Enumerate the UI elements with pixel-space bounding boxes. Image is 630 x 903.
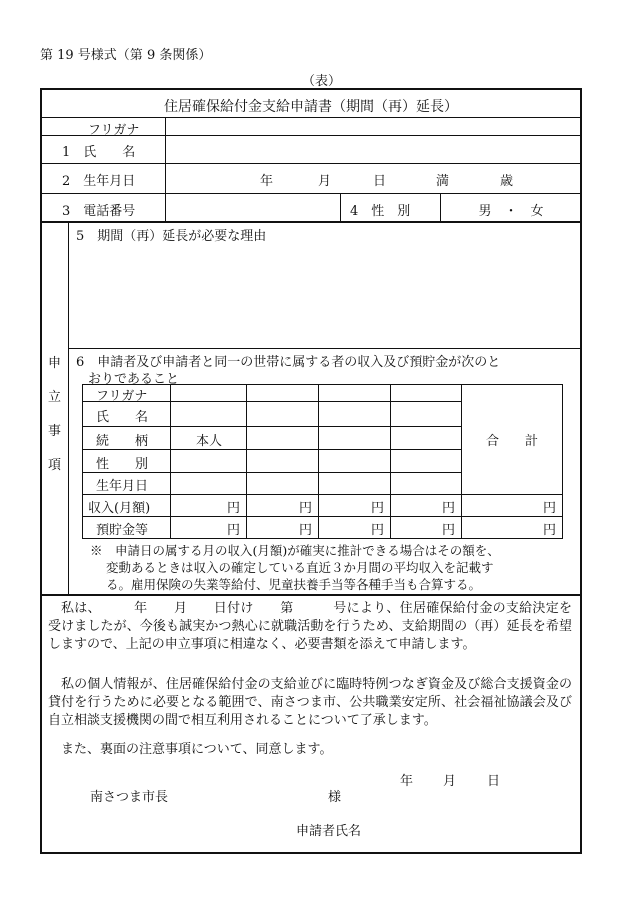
birthdate-input[interactable] — [167, 165, 577, 192]
declaration-paragraph-1: 私は、 年 月 日付け 第 号により、住居確保給付金の支給決定を受けましたが、今後も誠実かつ熱心に就職活動を行うため、支給期間の（再）延長を希望しますので、上記の申立事項に相違なく、必要書類を添えて申請します。 — [48, 601, 572, 652]
phone-input[interactable] — [167, 195, 338, 220]
row-label-sex: 性 別 — [96, 457, 149, 472]
yen-unit: 円 — [227, 523, 241, 538]
yen-unit: 円 — [442, 523, 456, 538]
date-day-unit: 日 — [487, 774, 501, 789]
side-heading-char-4: 項 — [48, 458, 62, 473]
income-heading-line1: 6 申請者及び申請者と同一の世帯に属する者の収入及び預貯金が次のと — [76, 355, 501, 370]
birth-month-unit: 月 — [318, 174, 332, 189]
mayor-addressee: 南さつま市長 — [90, 790, 169, 805]
row-label-savings: 預貯金等 — [96, 523, 149, 538]
form-number: 第 19 号様式（第 9 条関係） — [40, 48, 212, 63]
yen-unit: 円 — [299, 501, 313, 516]
relation-self: 本人 — [196, 434, 223, 449]
date-month-unit: 月 — [443, 774, 457, 789]
reason-textarea[interactable] — [72, 244, 576, 346]
note-line-1: ※ 申請日の属する月の収入(月額)が確実に推計できる場合はその額を、 — [90, 543, 500, 558]
signature-input[interactable] — [375, 814, 575, 840]
honorific: 様 — [328, 790, 342, 805]
row-label-furigana: フリガナ — [96, 389, 148, 404]
side-heading-char-1: 申 — [48, 356, 62, 371]
birth-day-unit: 日 — [373, 174, 387, 189]
age-prefix: 満 — [436, 174, 450, 189]
sex-options[interactable]: 男 ・ 女 — [478, 204, 544, 219]
form-side-label: （表） — [302, 74, 342, 89]
furigana-label: フリガナ — [88, 123, 140, 138]
furigana-input[interactable] — [167, 118, 577, 134]
birthdate-label: 2 生年月日 — [62, 174, 136, 189]
income-heading-line2: おりであること — [88, 372, 180, 387]
side-heading-char-2: 立 — [48, 390, 62, 405]
reason-label: 5 期間（再）延長が必要な理由 — [76, 229, 267, 244]
yen-unit: 円 — [371, 501, 385, 516]
phone-label: 3 電話番号 — [62, 204, 136, 219]
row-label-birthdate: 生年月日 — [96, 479, 149, 494]
name-label: 1 氏 名 — [62, 145, 136, 160]
note-line-2: 変動あるときは収入の確定している直近３か月間の平均収入を記載す — [106, 560, 494, 575]
declaration-paragraph-2: 私の個人情報が、住居確保給付金の支給並びに臨時特例つなぎ資金及び総合支援資金の貸付を行うために必要となる範囲で、南さつま市、公共職業安定所、社会福祉協議会及び自立相談支援機関の間で相互利用されることについて了承します。 — [48, 677, 572, 728]
birth-year-unit: 年 — [260, 174, 274, 189]
yen-unit: 円 — [442, 501, 456, 516]
signature-label: 申請者氏名 — [296, 824, 362, 839]
yen-unit: 円 — [371, 523, 385, 538]
yen-unit: 円 — [543, 523, 557, 538]
yen-unit: 円 — [543, 501, 557, 516]
note-line-3: る。雇用保険の失業等給付、児童扶養手当等各種手当も合算する。 — [106, 577, 482, 592]
name-input[interactable] — [167, 137, 577, 162]
declaration-paragraph-3: また、裏面の注意事項について、同意します。 — [61, 742, 333, 757]
date-year-unit: 年 — [400, 774, 414, 789]
row-label-name: 氏 名 — [96, 410, 149, 425]
row-label-income: 収入(月額) — [88, 501, 151, 516]
total-label: 合 計 — [485, 434, 538, 449]
form-title: 住居確保給付金支給申請書（期間（再）延長） — [164, 99, 458, 115]
age-unit: 歳 — [500, 174, 514, 189]
row-label-relation: 続 柄 — [96, 434, 149, 449]
side-heading-char-3: 事 — [48, 424, 62, 439]
sex-label: 4 性 別 — [350, 204, 411, 219]
yen-unit: 円 — [227, 501, 241, 516]
yen-unit: 円 — [299, 523, 313, 538]
